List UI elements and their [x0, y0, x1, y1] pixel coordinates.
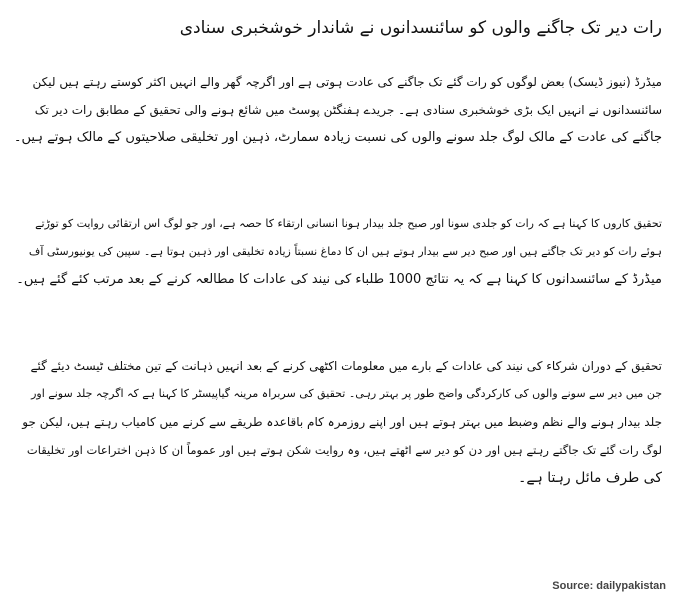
paragraph-3	[12, 352, 662, 492]
paragraph-line: میڈرڈ کے سائنسدانوں کا کہنا ہے کہ یہ نتائج 1000 طلباء کی نیند کی عادات کا مطالعہ کرنے کے بعد مرتب کئے گئے ہیں۔	[16, 272, 662, 287]
headline: رات دیر تک جاگنے والوں کو سائنسدانوں نے شاندار خوشخبری سنادی	[179, 18, 662, 38]
paragraph-line: جن میں دیر سے سونے والوں کی کارکردگی واضح طور پر بہتر رہی۔ تحقیق کی سربراہ مرینہ گیاپیسٹر کا کہنا ہے کہ اگرچہ جلد سونے اور	[31, 387, 662, 400]
paragraph-line: جاگنے کی عادت کے مالک لوگ جلد سونے والوں کی نسبت زیادہ سمارٹ، ذہین اور تخلیقی صلاحیتوں کے مالک ہوتے ہیں۔	[13, 130, 662, 145]
paragraph-line: ہوئے رات کو دیر تک جاگتے ہیں اور صبح دیر سے بیدار ہوتے ہیں ان کا دماغ نسبتاً زیادہ تخلیقی اور ذہین ہوتا ہے۔ سپین کی یونیورسٹی آف	[28, 245, 662, 258]
paragraph-line: تحقیق کاروں کا کہنا ہے کہ رات کو جلدی سونا اور صبح جلد بیدار ہونا انسانی ارتقاء کا حصہ ہے، اور جو لوگ اس ارتقائی روایت کو توڑتے	[35, 217, 662, 230]
source-credit: Source: dailypakistan	[552, 580, 666, 592]
paragraph-line: لوگ رات گئے تک جاگتے رہتے ہیں اور دن کو دیر سے اٹھتے ہیں، وہ روایت شکن ہوتے ہیں اور عموماً ان کا ذہن اختراعات اور تخلیقات	[26, 443, 662, 457]
paragraph-line: سائنسدانوں نے انہیں ایک بڑی خوشخبری سنادی ہے۔ جریدے ہفنگٹن پوسٹ میں شائع ہونے والی تحقیق کے مطابق رات دیر تک	[34, 103, 662, 117]
paragraph-line: کی طرف مائل رہتا ہے۔	[518, 470, 662, 486]
paragraph-line: میڈرڈ (نیوز ڈیسک) بعض لوگوں کو رات گئے تک جاگنے کی عادت ہوتی ہے اور اگرچہ گھر والے انہیں اکثر کوستے رہتے ہیں لیکن	[32, 75, 662, 89]
paragraph-1	[12, 68, 662, 152]
paragraph-2	[12, 210, 662, 294]
paragraph-line: تحقیق کے دوران شرکاء کی نیند کی عادات کے بارے میں معلومات اکٹھی کرنے کے بعد انہیں ذہانت کے تین مختلف ٹیسٹ دیئے گئے	[30, 359, 662, 373]
paragraph-line: جلد بیدار ہونے والے نظم وضبط میں بہتر ہوتے ہیں اور اپنے روزمرہ کام باقاعدہ طریقے سے کرنے میں کامیاب رہتے ہیں، لیکن جو	[22, 415, 662, 429]
